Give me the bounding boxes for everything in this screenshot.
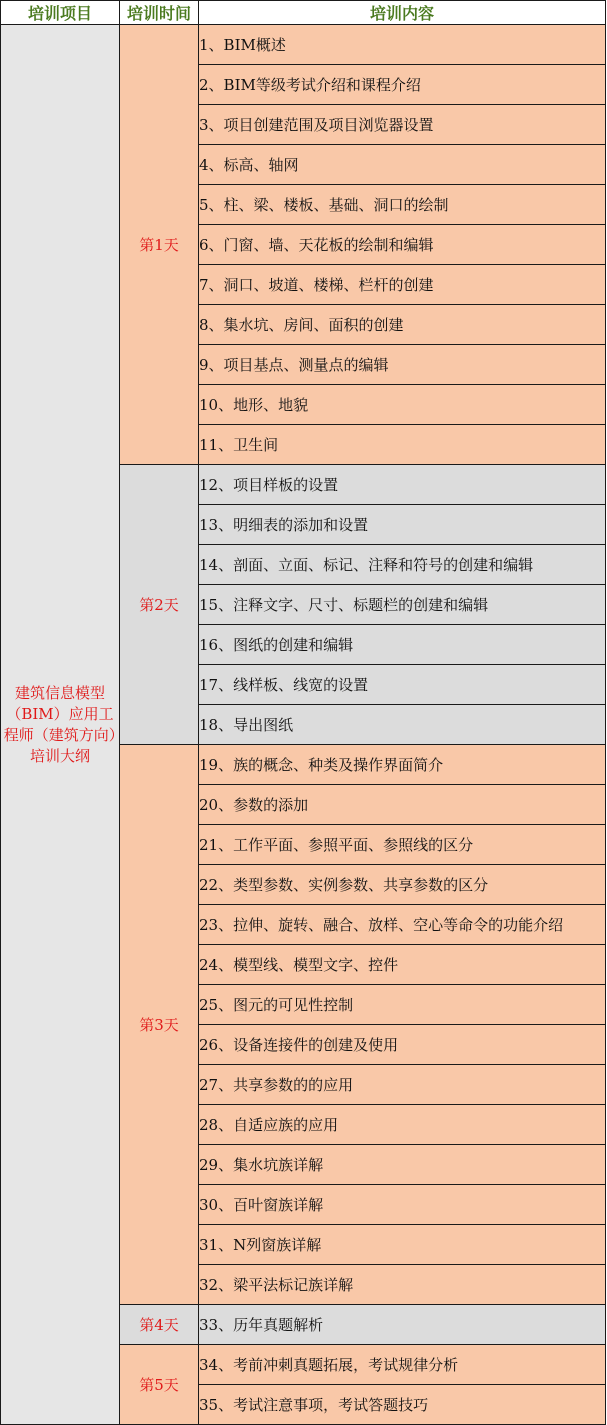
header-row: [1, 1, 606, 25]
content-item: 30、百叶窗族详解: [199, 1185, 606, 1225]
content-item: 23、拉伸、旋转、融合、放样、空心等命令的功能介绍: [199, 905, 606, 945]
header-content: 培训内容: [199, 1, 606, 25]
table-row: [1, 25, 606, 65]
day-cell: 第1天: [120, 25, 199, 465]
content-item: 28、自适应族的应用: [199, 1105, 606, 1145]
content-item: 20、参数的添加: [199, 785, 606, 825]
content-item: 29、集水坑族详解: [199, 1145, 606, 1185]
content-item: 9、项目基点、测量点的编辑: [199, 345, 606, 385]
day-cell: 第2天: [120, 465, 199, 745]
day-cell: 第5天: [120, 1345, 199, 1425]
day-cell: 第4天: [120, 1305, 199, 1345]
project-name-cell: 建筑信息模型（BIM）应用工程师（建筑方向）培训大纲: [1, 25, 120, 1425]
content-item: 19、族的概念、种类及操作界面简介: [199, 745, 606, 785]
content-item: 34、考前冲刺真题拓展，考试规律分析: [199, 1345, 606, 1385]
content-item: 32、梁平法标记族详解: [199, 1265, 606, 1305]
content-item: 22、类型参数、实例参数、共享参数的区分: [199, 865, 606, 905]
content-item: 24、模型线、模型文字、控件: [199, 945, 606, 985]
content-item: 11、卫生间: [199, 425, 606, 465]
content-item: 18、导出图纸: [199, 705, 606, 745]
content-item: 10、地形、地貌: [199, 385, 606, 425]
content-item: 5、柱、梁、楼板、基础、洞口的绘制: [199, 185, 606, 225]
content-item: 12、项目样板的设置: [199, 465, 606, 505]
content-item: 8、集水坑、房间、面积的创建: [199, 305, 606, 345]
content-item: 6、门窗、墙、天花板的绘制和编辑: [199, 225, 606, 265]
content-item: 16、图纸的创建和编辑: [199, 625, 606, 665]
content-item: 33、历年真题解析: [199, 1305, 606, 1345]
content-item: 7、洞口、坡道、楼梯、栏杆的创建: [199, 265, 606, 305]
content-item: 2、BIM等级考试介绍和课程介绍: [199, 65, 606, 105]
content-item: 17、线样板、线宽的设置: [199, 665, 606, 705]
content-item: 27、共享参数的的应用: [199, 1065, 606, 1105]
content-item: 4、标高、轴网: [199, 145, 606, 185]
day-cell: 第3天: [120, 745, 199, 1305]
content-item: 25、图元的可见性控制: [199, 985, 606, 1025]
header-project: 培训项目: [1, 1, 120, 25]
content-item: 1、BIM概述: [199, 25, 606, 65]
table-body: [1, 25, 606, 1425]
content-item: 21、工作平面、参照平面、参照线的区分: [199, 825, 606, 865]
content-item: 26、设备连接件的创建及使用: [199, 1025, 606, 1065]
content-item: 35、考试注意事项，考试答题技巧: [199, 1385, 606, 1425]
content-item: 31、N列窗族详解: [199, 1225, 606, 1265]
header-time: 培训时间: [120, 1, 199, 25]
content-item: 3、项目创建范围及项目浏览器设置: [199, 105, 606, 145]
content-item: 15、注释文字、尺寸、标题栏的创建和编辑: [199, 585, 606, 625]
content-item: 13、明细表的添加和设置: [199, 505, 606, 545]
content-item: 14、剖面、立面、标记、注释和符号的创建和编辑: [199, 545, 606, 585]
